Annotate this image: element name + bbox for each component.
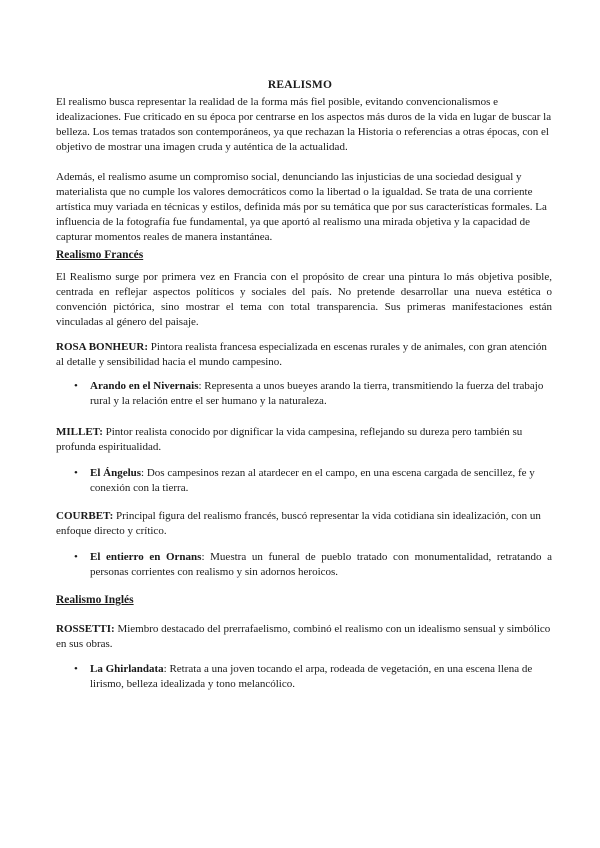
artist-name: COURBET: bbox=[56, 510, 114, 522]
work-title: El Ángelus bbox=[90, 467, 142, 479]
work-item-ghirlandata bbox=[90, 662, 552, 692]
artist-name: ROSSETTI: bbox=[56, 623, 115, 635]
bullet-icon: • bbox=[74, 663, 78, 675]
artist-bio: Principal figura del realismo francés, buscó representar la vida cotidiana sin idealización, con un enfoque directo y crítico. bbox=[56, 510, 541, 537]
work-description: : Dos campesinos rezan al atardecer en el campo, en una escena cargada de sencillez, fe y conexión con la tierra. bbox=[90, 467, 535, 494]
work-title: La Ghirlandata bbox=[90, 663, 164, 675]
artist-entry-millet bbox=[56, 425, 552, 455]
intro-paragraph-1: El realismo busca representar la realidad de la forma más fiel posible, evitando convencionalismos e idealizaciones. Fue criticado en su época por centrarse en los aspectos más duros de la vida en lugar de buscar la belleza. Los temas tratados son contemporáneos, ya que rechazan la Historia o referencias a otras épocas, con el objetivo de mostrar una imagen cruda y auténtica de la actualidad. bbox=[56, 96, 552, 153]
artist-bio: Pintora realista francesa especializada en escenas rurales y de animales, con gran atención al detalle y sensibilidad hacia el mundo campesino. bbox=[56, 341, 547, 368]
section-heading-realismo-ingles: Realismo Inglés bbox=[56, 594, 134, 606]
work-item-angelus bbox=[90, 466, 552, 496]
artist-entry-bonheur bbox=[56, 340, 552, 370]
work-description: : Representa a unos bueyes arando la tierra, transmitiendo la fuerza del trabajo rural y la relación entre el ser humano y la naturaleza. bbox=[90, 380, 544, 407]
section-heading-realismo-frances: Realismo Francés bbox=[56, 249, 144, 261]
artist-entry-courbet bbox=[56, 509, 552, 539]
work-item-arando bbox=[90, 379, 552, 409]
section-intro-frances: El Realismo surge por primera vez en Francia con el propósito de crear una pintura lo más objetiva posible, centrada en reflejar aspectos políticos y sociales del país. No pretende desarrollar una nueva estética o convención pictórica, sino mostrar el tema con total transparencia. Sus primeras manifestaciones están vinculadas al género del paisaje. bbox=[56, 271, 552, 328]
artist-bio: Pintor realista conocido por dignificar la vida campesina, reflejando su dureza pero también su profunda espiritualidad. bbox=[56, 426, 523, 453]
artist-entry-rossetti bbox=[56, 622, 552, 652]
work-item-entierro bbox=[90, 550, 552, 580]
bullet-icon: • bbox=[74, 467, 78, 479]
work-description: : Muestra un funeral de pueblo tratado con monumentalidad, retratando a personas corrientes con realismo y sin adornos heroicos. bbox=[90, 551, 553, 578]
intro-paragraph-2: Además, el realismo asume un compromiso social, denunciando las injusticias de una sociedad desigual y materialista que no cumple los valores democráticos como la libertad o la igualdad. Se trata de una corriente artística muy variada en técnicas y estilos, definida más por su temática que por sus características formales. La influencia de la fotografía fue fundamental, ya que aportó al realismo una mirada objetiva y la capacidad de capturar momentos reales de manera instantánea. bbox=[56, 171, 547, 243]
bullet-icon: • bbox=[74, 380, 78, 392]
work-title: El entierro en Ornans bbox=[90, 551, 202, 563]
artist-bio: Miembro destacado del prerrafaelismo, combinó el realismo con un idealismo sensual y simbólico en sus obras. bbox=[56, 623, 551, 650]
work-description: : Retrata a una joven tocando el arpa, rodeada de vegetación, en una escena llena de lirismo, belleza idealizada y tono melancólico. bbox=[90, 663, 533, 690]
work-title: Arando en el Nivernais bbox=[90, 380, 199, 392]
artist-name: ROSA BONHEUR: bbox=[56, 341, 148, 353]
bullet-icon: • bbox=[74, 551, 78, 563]
artist-name: MILLET: bbox=[56, 426, 103, 438]
document-title: REALISMO bbox=[267, 79, 333, 91]
